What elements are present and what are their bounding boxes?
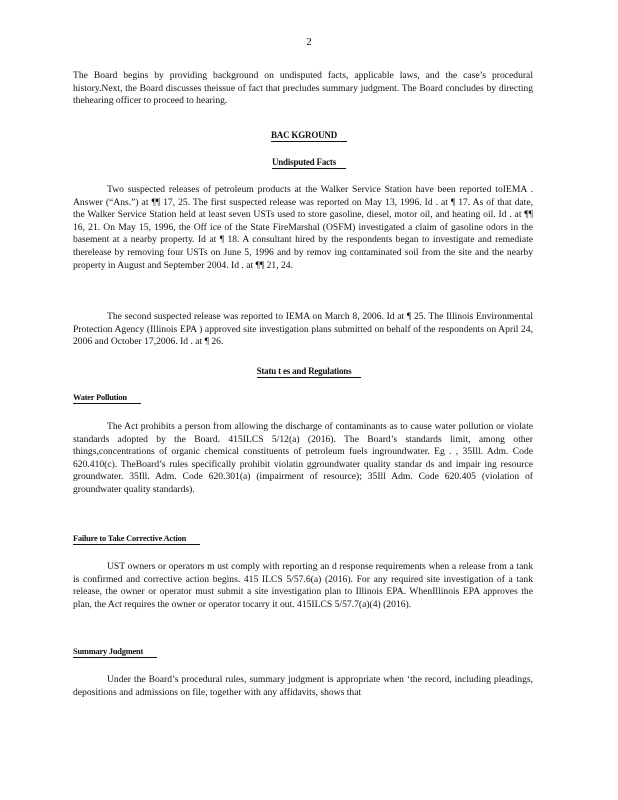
facts-paragraph-1: Two suspected releases of petroleum products at the Walker Service Station have been reported toIEMA . Answer (“Ans.”) at ¶¶ 17, 25. The first suspected release was reported on May 13, 1996. Id . at ¶ 17. As of that date, the Walker Service Station held at least seven USTs used to store gasoline, diesel, motor oil, and heating oil. Id . at ¶¶ 16, 21. On May 15, 1996, the Off ice of the State FireMarshal (OSFM) investigated a claim of gasoline odors in the basement at a nearby property. Id at ¶ 18. A consultant hired by the respondents began to investigate and remediate therelease by removing four USTs on June 5, 1996 and by remov ing contaminated soil from the site and the nearby property in August and September 2004. Id . at ¶¶ 21, 24. [73, 184, 533, 271]
heading-summary-judgment [73, 647, 157, 658]
heading-water-pollution-text: Water Pollution [73, 393, 141, 404]
heading-undisputed-facts-text: Undisputed Facts [272, 157, 346, 169]
water-pollution-paragraph: The Act prohibits a person from allowing the discharge of contaminants as to cause water pollution or violate standards adopted by the Board. 415ILCS 5/12(a) (2016). The Board’s standards limit, among other things,concentrations of organic chemical constituents of petroleum fuels ingroundwater. Eg . , 35Ill. Adm. Code 620.410(c). TheBoard’s rules specifically prohibit violatin ggroundwater quality standar ds and impair ing resource groundwater. 35Ill. Adm. Code 620.301(a) (impairment of resource); 35Ill Adm. Code 620.405 (violation of groundwater quality standards). [73, 421, 533, 495]
heading-failure-corrective-action-text: Failure to Take Corrective Action [73, 534, 200, 545]
heading-water-pollution [73, 393, 141, 404]
heading-background-text: BAC KGROUND [271, 130, 347, 142]
heading-summary-judgment-text: Summary Judgment [73, 647, 157, 658]
heading-statutes-regulations [0, 366, 618, 378]
page-number: 2 [306, 36, 312, 48]
heading-background [0, 130, 618, 142]
heading-statutes-regulations-text: Statu t es and Regulations [257, 366, 362, 378]
facts-paragraph-2: The second suspected release was reported to IEMA on March 8, 2006. Id at ¶ 25. The Illinois Environmental Protection Agency (Illinois EPA ) approved site investigation plans submitted on behalf of the respondents on April 24, 2006 and October 17,2006. Id . at ¶ 26. [73, 311, 533, 348]
summary-judgment-paragraph: Under the Board’s procedural rules, summary judgment is appropriate when ‘the record, including pleadings, depositions and admissions on file, together with any affidavits, shows that [73, 674, 533, 698]
failure-paragraph: UST owners or operators m ust comply with reporting an d response requirements when a release from a tank is confirmed and corrective action begins. 415 ILCS 5/57.6(a) (2016). For any required site investigation of a tank release, the owner or operator must submit a site investigation plan to Illinois EPA. WhenIllinois EPA approves the plan, the Act requires the owner or operator tocarry it out. 415ILCS 5/57.7(a)(4) (2016). [73, 561, 533, 610]
heading-undisputed-facts [0, 157, 618, 169]
intro-paragraph: The Board begins by providing background on undisputed facts, applicable laws, and the case’s procedural history.Next, the Board discusses theissue of fact that precludes summary judgment. The Board concludes by directing thehearing officer to proceed to hearing. [73, 70, 533, 107]
heading-failure-corrective-action [73, 534, 200, 545]
